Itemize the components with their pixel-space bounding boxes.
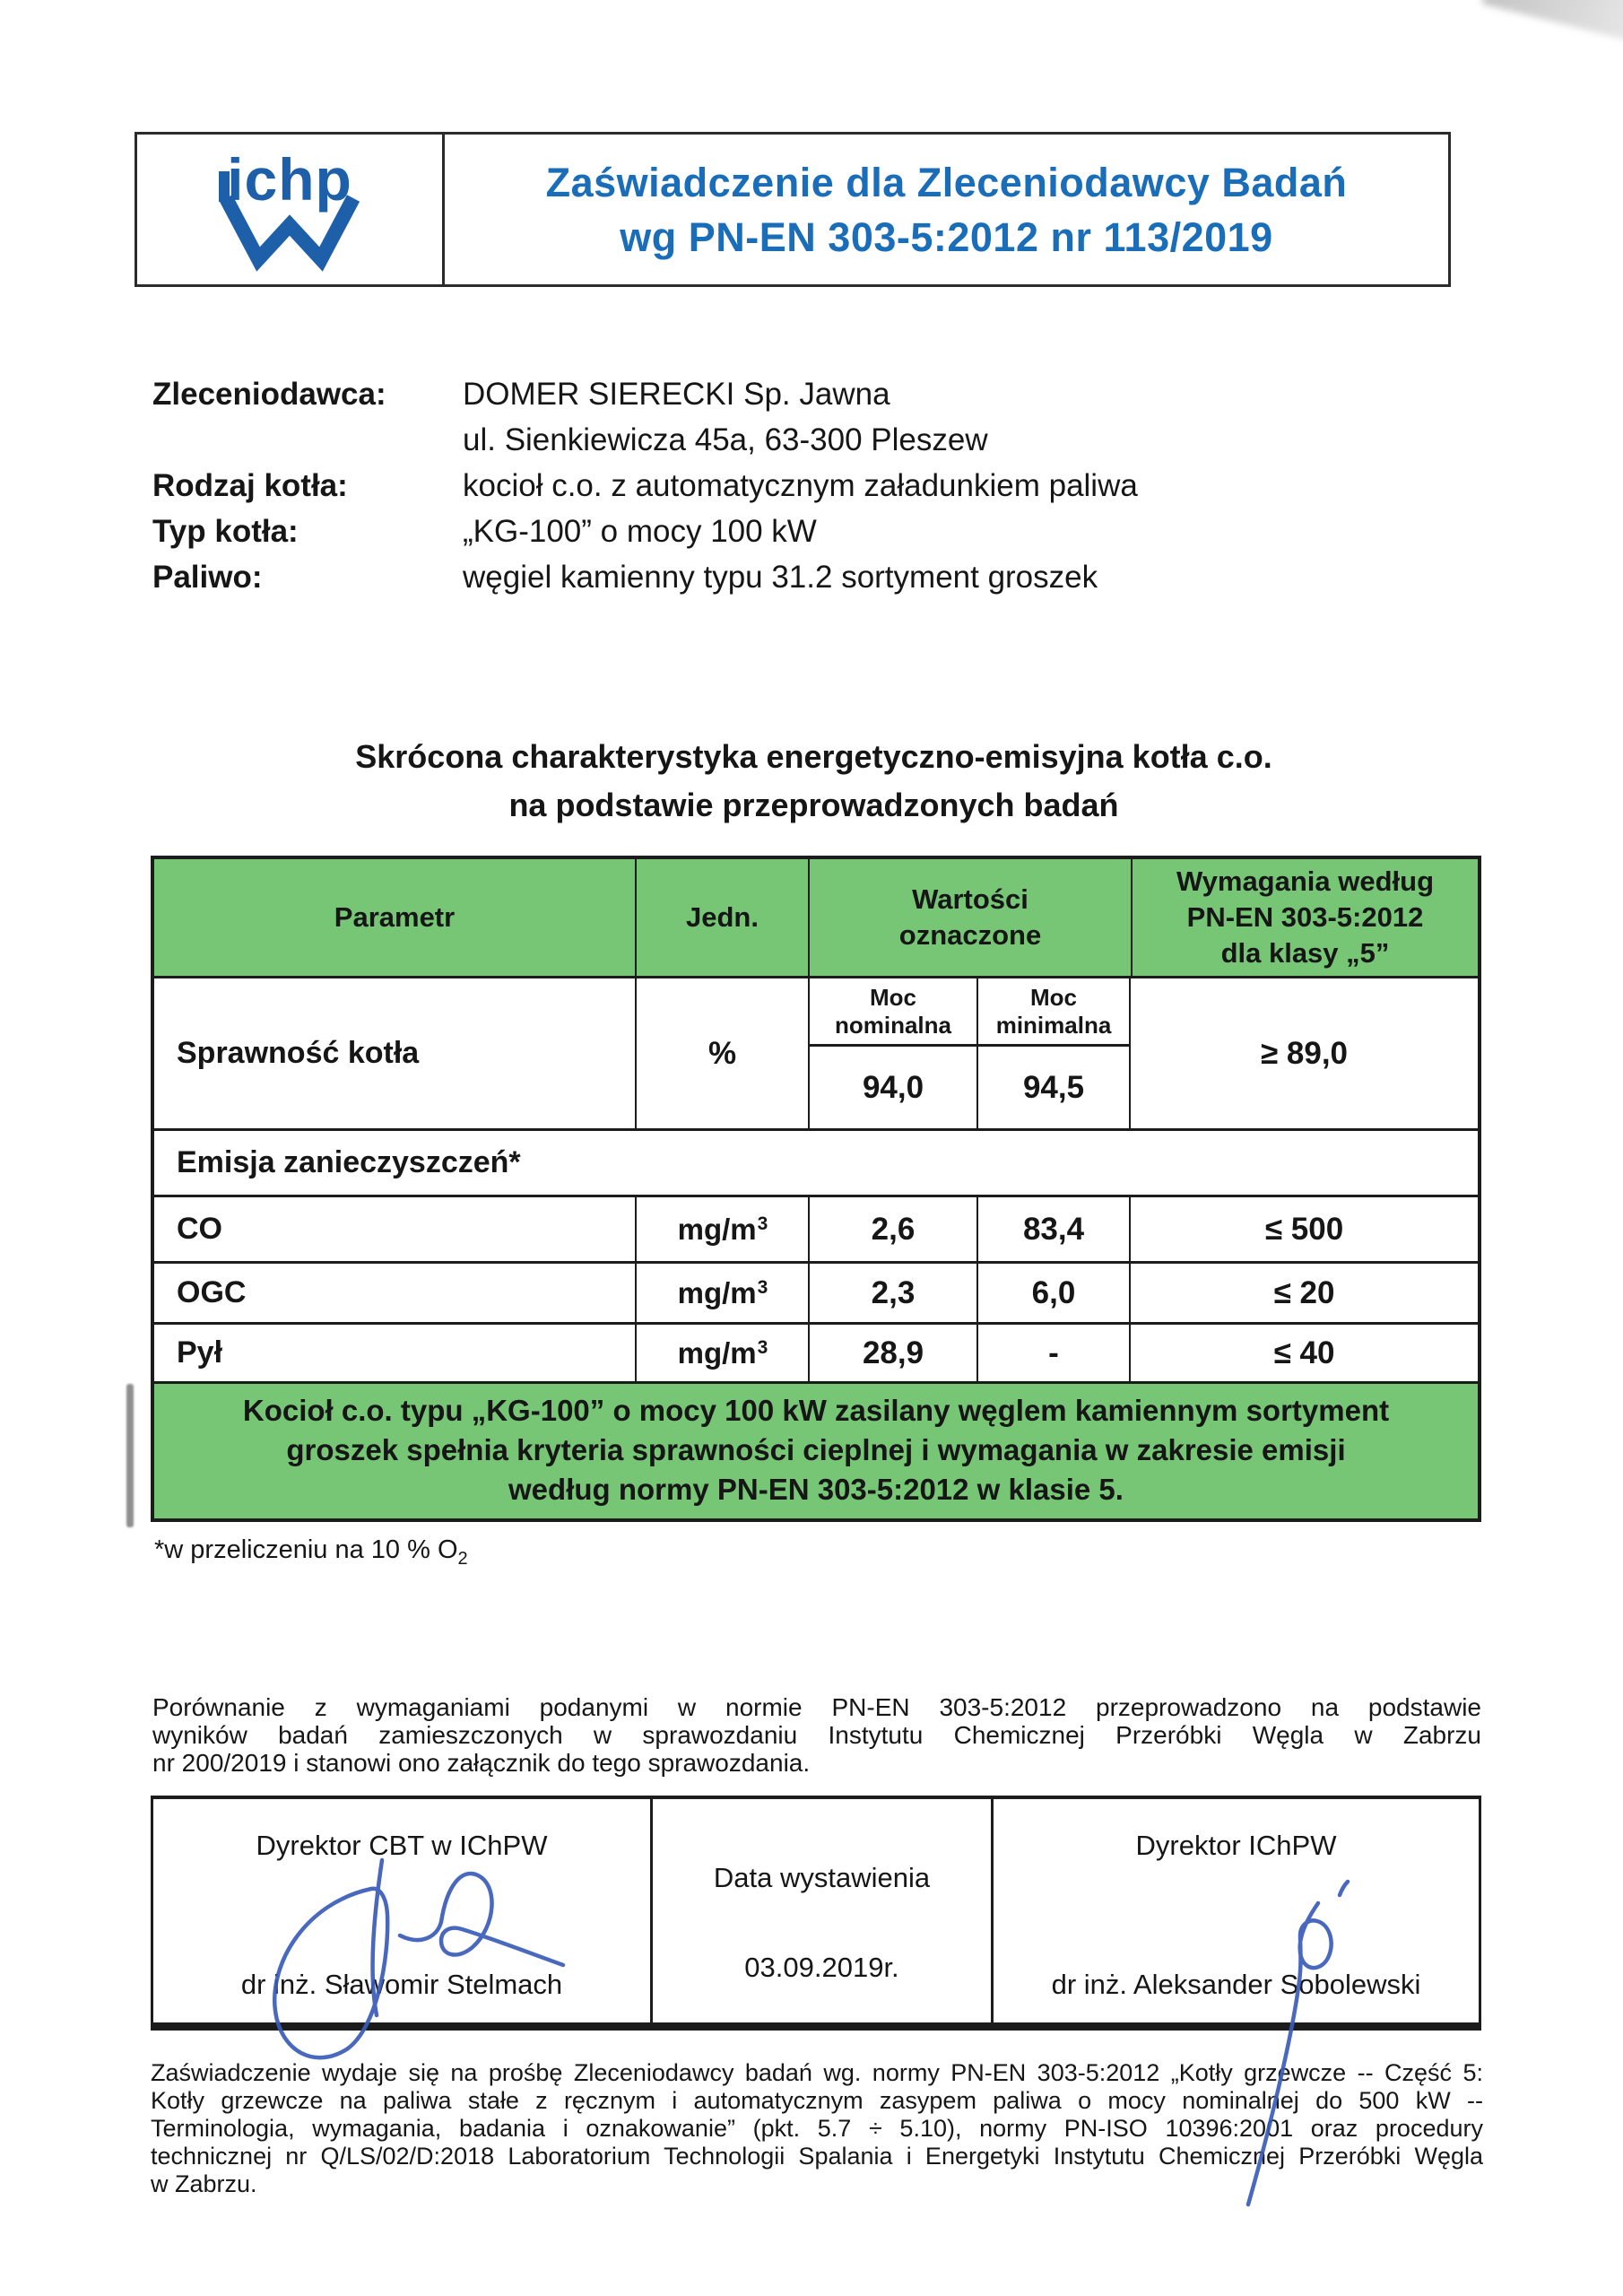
col-header-wymagania-line1: Wymagania według <box>1176 865 1435 897</box>
section-title-line2: na podstawie przeprowadzonych badań <box>508 787 1119 823</box>
comparison-paragraph <box>152 1693 1481 1777</box>
emission-unit <box>637 1264 810 1322</box>
conclusion-line3: według normy PN-EN 303-5:2012 w klasie 5. <box>508 1473 1124 1506</box>
legal-line1: Zaświadczenie wydaje się na prośbę Zleceniodawcy badań wg. normy PN-EN 303-5:2012 „Kotły grzewcze -- Część 5: <box>151 2059 1483 2086</box>
footnote <box>154 1535 468 1570</box>
emission-nominal: 2,6 <box>810 1197 978 1261</box>
efficiency-unit: % <box>637 978 810 1128</box>
header-box <box>135 132 1451 287</box>
emissions-header-row <box>154 1131 1478 1197</box>
section-title <box>148 733 1480 830</box>
emission-nominal: 2,3 <box>810 1264 978 1322</box>
svg-text:ichp: ichp <box>226 145 352 213</box>
client-info-block <box>152 377 1408 605</box>
subheader-moc-nominalna: Moc nominalna <box>810 978 976 1047</box>
emission-minimal: 6,0 <box>978 1264 1131 1322</box>
document-title <box>445 135 1448 284</box>
signature-cell-date <box>653 1799 994 2022</box>
emissions-header: Emisja zanieczyszczeń* <box>177 1145 521 1179</box>
emission-param: Pył <box>154 1325 637 1381</box>
info-label: Typ kotła: <box>152 514 299 549</box>
info-value: kocioł c.o. z automatycznym załadunkiem paliwa <box>463 468 1138 503</box>
conclusion-text <box>154 1384 1478 1518</box>
unit-superscript: 3 <box>757 1336 768 1358</box>
section-title-line1: Skrócona charakterystyka energetyczno-emisyjna kotła c.o. <box>355 738 1272 775</box>
emission-unit <box>637 1197 810 1261</box>
comparison-line3: nr 200/2019 i stanowi ono załącznik do tego sprawozdania. <box>152 1749 811 1777</box>
conclusion-line2: groszek spełnia kryteria sprawności cieplnej i wymagania w zakresie emisji <box>286 1433 1346 1466</box>
col-header-wymagania-line3: dla klasy „5” <box>1220 937 1390 969</box>
emission-unit <box>637 1325 810 1381</box>
unit-base: mg/m <box>677 1335 757 1370</box>
signature-right-title: Dyrektor IChPW <box>1135 1830 1337 1861</box>
efficiency-nominal-value: 94,0 <box>862 1069 924 1105</box>
legal-fine-print <box>151 2059 1483 2198</box>
signature-cell-right <box>994 1799 1479 2022</box>
signature-left-name: dr inż. Sławomir Stelmach <box>240 1969 563 2000</box>
document-title-line2: wg PN-EN 303-5:2012 nr 113/2019 <box>620 213 1273 260</box>
signature-left-title: Dyrektor CBT w IChPW <box>256 1830 548 1861</box>
info-row-address <box>152 422 1408 468</box>
unit-base: mg/m <box>677 1212 757 1246</box>
issue-date: 03.09.2019r. <box>744 1952 899 1983</box>
emission-nominal: 28,9 <box>810 1325 978 1381</box>
col-header-jedn: Jedn. <box>637 859 810 976</box>
scan-smudge-top-right <box>1481 0 1623 56</box>
ichpw-logo-icon <box>194 146 386 274</box>
col-header-parametr: Parametr <box>154 859 637 976</box>
info-row-boiler-type <box>152 514 1408 560</box>
scan-edge-artifact <box>126 1384 134 1527</box>
signature-right-name: dr inż. Aleksander Sobolewski <box>1051 1969 1421 2000</box>
table-header-row <box>154 859 1478 978</box>
efficiency-nominal-cell <box>810 978 978 1128</box>
emission-requirement: ≤ 500 <box>1264 1211 1344 1247</box>
emission-requirement: ≤ 40 <box>1273 1335 1335 1370</box>
info-label: Paliwo: <box>152 560 263 595</box>
footnote-text: *w przeliczeniu na 10 % O <box>154 1535 458 1564</box>
conclusion-row <box>154 1384 1478 1518</box>
info-label: Rodzaj kotła: <box>152 468 348 503</box>
subheader-moc-minimalna: Moc minimalna <box>978 978 1129 1047</box>
col-header-wymagania <box>1133 859 1478 976</box>
info-value: DOMER SIERECKI Sp. Jawna <box>463 377 890 412</box>
info-value: ul. Sienkiewicza 45a, 63-300 Pleszew <box>463 422 988 457</box>
info-row-fuel <box>152 560 1408 605</box>
info-label: Zleceniodawca: <box>152 377 386 412</box>
comparison-line2: wyników badań zamieszczonych w sprawozdaniu Instytutu Chemicznej Przeróbki Węgla w Zabrzu <box>152 1721 1481 1749</box>
legal-line3: Terminologia, wymagania, badania i oznakowanie” (pkt. 5.7 ÷ 5.10), normy PN-ISO 10396:2001 oraz procedury <box>151 2115 1483 2142</box>
emission-minimal: 83,4 <box>978 1197 1131 1261</box>
conclusion-line1: Kocioł c.o. typu „KG-100” o mocy 100 kW zasilany węglem kamiennym sortyment <box>242 1394 1390 1427</box>
comparison-line1: Porównanie z wymaganiami podanymi w normie PN-EN 303-5:2012 przeprowadzono na podstawie <box>152 1693 1481 1721</box>
info-value: węgiel kamienny typu 31.2 sortyment groszek <box>463 560 1098 595</box>
col-header-wartosci <box>810 859 1133 976</box>
unit-superscript: 3 <box>757 1276 768 1298</box>
info-row-boiler-kind <box>152 468 1408 514</box>
emission-row-pyl <box>154 1325 1478 1384</box>
logo-cell <box>137 135 445 284</box>
efficiency-requirement: ≥ 89,0 <box>1260 1035 1349 1071</box>
legal-line4: technicznej nr Q/LS/02/D:2018 Laboratorium Technologii Spalania i Energetyki Instytutu Chemicznej Przeróbki Węgla <box>151 2143 1483 2170</box>
results-table <box>151 856 1481 1522</box>
unit-superscript: 3 <box>757 1213 768 1234</box>
info-row-client <box>152 377 1408 422</box>
unit-base: mg/m <box>677 1275 757 1309</box>
footnote-subscript: 2 <box>457 1548 468 1569</box>
emission-requirement: ≤ 20 <box>1273 1274 1335 1310</box>
efficiency-minimal-cell <box>978 978 1131 1128</box>
info-value: „KG-100” o mocy 100 kW <box>463 514 817 549</box>
col-header-wartosci-line2: oznaczone <box>898 919 1042 951</box>
emission-param: OGC <box>154 1264 637 1322</box>
signature-box <box>151 1796 1481 2031</box>
emission-row-ogc <box>154 1264 1478 1325</box>
emission-row-co <box>154 1197 1478 1264</box>
date-label: Data wystawienia <box>713 1862 931 1893</box>
emission-minimal: - <box>978 1325 1131 1381</box>
signature-cell-left <box>153 1799 653 2022</box>
col-header-wartosci-line1: Wartości <box>912 883 1028 915</box>
legal-line2: Kotły grzewcze na paliwa stałe z ręcznym i automatycznym zasypem paliwa o mocy nominalnej do 500 kW -- <box>151 2087 1483 2114</box>
efficiency-param: Sprawność kotła <box>154 978 637 1128</box>
legal-line5: w Zabrzu. <box>151 2170 257 2197</box>
col-header-wymagania-line2: PN-EN 303-5:2012 <box>1186 901 1424 933</box>
emission-param: CO <box>154 1197 637 1261</box>
efficiency-row <box>154 978 1478 1131</box>
document-title-line1: Zaświadczenie dla Zleceniodawcy Badań <box>545 159 1348 205</box>
efficiency-minimal-value: 94,5 <box>1022 1069 1085 1105</box>
